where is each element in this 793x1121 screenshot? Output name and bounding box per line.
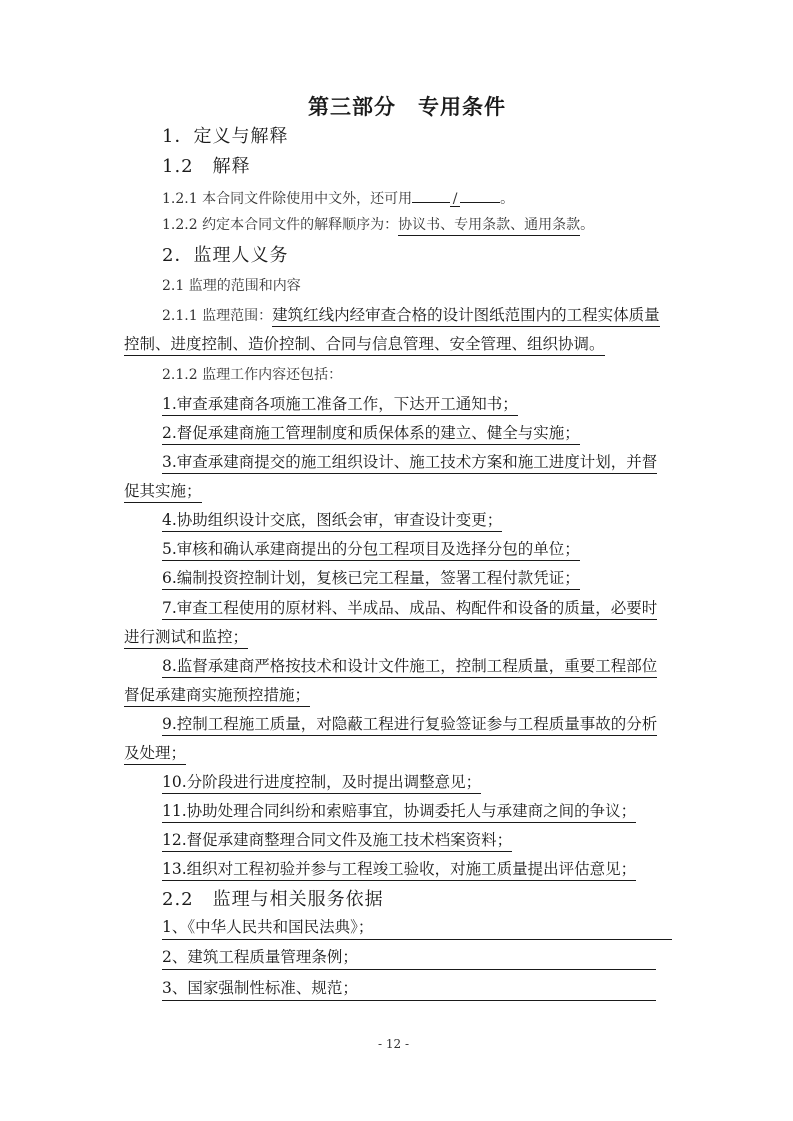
scope-text-2: 控制、进度控制、造价控制、合同与信息管理、安全管理、组织协调。	[124, 335, 605, 356]
clause-1-2-1-end: 。	[500, 191, 515, 207]
scope-line-2	[124, 337, 605, 353]
language-blank-slash: /	[450, 192, 460, 207]
basis-item-2-rule	[162, 969, 656, 970]
work-item-11: 11.协助处理合同纠纷和索赔事宜，协调委托人与承建商之间的争议；	[162, 804, 636, 823]
work-item-4: 4.协助组织设计交底，图纸会审，审查设计变更；	[162, 513, 502, 532]
basis-item-3-rule	[162, 1000, 656, 1001]
clause-1-2-2	[162, 218, 594, 232]
section-1-heading: 1．定义与解释	[162, 126, 289, 147]
language-blank-1	[412, 188, 450, 203]
work-item-13: 13.组织对工程初验并参与工程竣工验收，对施工质量提出评估意见；	[162, 862, 636, 881]
work-item-10: 10.分阶段进行进度控制，及时提出调整意见；	[162, 775, 481, 794]
scope-text-1: 建筑红线内经审查合格的设计图纸范围内的工程实体质量	[272, 306, 660, 327]
basis-item-2: 2、建筑工程质量管理条例；	[162, 948, 358, 966]
language-blank-2	[460, 188, 500, 203]
work-item-8-line-2: 督促承建商实施预控措施；	[124, 688, 310, 707]
page-number: - 12 -	[378, 1037, 410, 1051]
basis-item-1-rule	[162, 939, 672, 940]
section-2-2-heading: 2.2 监理与相关服务依据	[162, 889, 384, 910]
section-1-2-heading: 1.2 解释	[162, 156, 251, 177]
clause-1-2-1	[162, 188, 514, 207]
work-item-7-line-2: 进行测试和监控；	[124, 630, 248, 649]
section-2-1-heading: 2.1 监理的范围和内容	[162, 278, 301, 294]
work-item-9-line-1: 9.控制工程施工质量，对隐蔽工程进行复验签证参与工程质量事故的分析	[162, 717, 657, 736]
work-item-1: 1.审查承建商各项施工准备工作，下达开工通知书；	[162, 397, 518, 416]
basis-item-1: 1、《中华人民共和国民法典》；	[162, 918, 374, 936]
clause-1-2-2-end: 。	[580, 217, 595, 233]
scope-label: 2.1.1 监理范围：	[162, 308, 273, 324]
work-item-7-line-1: 7.审查工程使用的原材料、半成品、成品、构配件和设备的质量，必要时	[162, 601, 657, 620]
page-title: 第三部分 专用条件	[308, 94, 506, 119]
work-item-8-line-1: 8.监督承建商严格按技术和设计文件施工，控制工程质量，重要工程部位	[162, 659, 657, 678]
scope-line-1	[162, 308, 660, 324]
work-item-5: 5.审核和确认承建商提出的分包工程项目及选择分包的单位；	[162, 542, 580, 561]
clause-1-2-2-text: 1.2.2 约定本合同文件的解释顺序为：	[162, 217, 399, 233]
work-item-2: 2.督促承建商施工管理制度和质保体系的建立、健全与实施；	[162, 426, 580, 445]
work-intro: 2.1.2 监理工作内容还包括：	[162, 367, 343, 383]
work-item-9-line-2: 及处理；	[124, 746, 186, 765]
interpretation-order: 协议书、专用条款、通用条款	[398, 217, 580, 236]
work-item-6: 6.编制投资控制计划，复核已完工程量，签署工程付款凭证；	[162, 571, 580, 590]
work-item-3-line-1: 3.审查承建商提交的施工组织设计、施工技术方案和施工进度计划，并督	[162, 455, 657, 474]
work-item-12: 12.督促承建商整理合同文件及施工技术档案资料；	[162, 833, 512, 852]
basis-item-3: 3、国家强制性标准、规范；	[162, 979, 358, 997]
section-2-heading: 2．监理人义务	[162, 245, 289, 266]
work-item-3-line-2: 促其实施；	[124, 484, 202, 503]
clause-1-2-1-text: 1.2.1 本合同文件除使用中文外，还可用	[162, 191, 413, 207]
